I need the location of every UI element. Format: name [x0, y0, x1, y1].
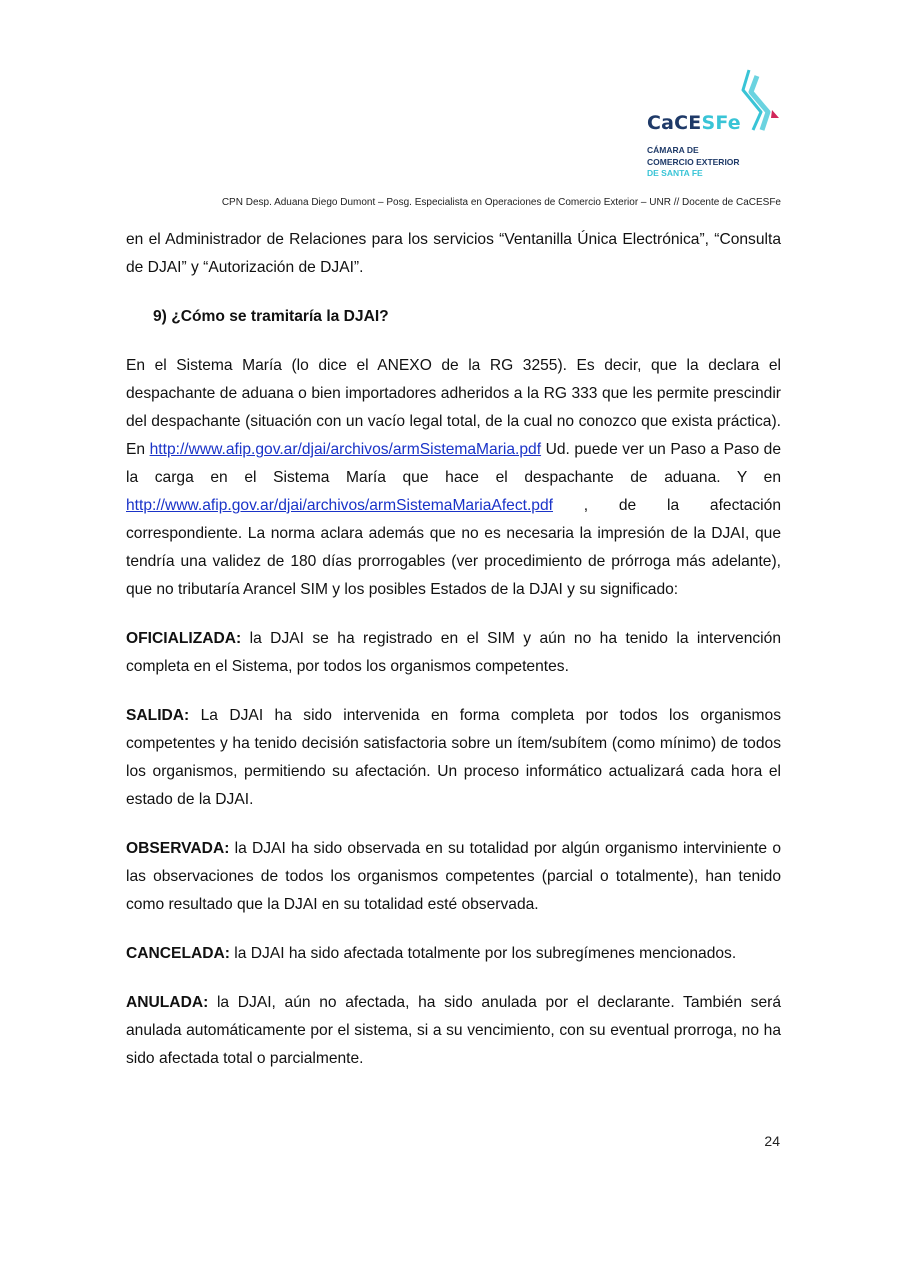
state-oficializada [126, 625, 781, 681]
state-description: la DJAI ha sido afectada totalmente por los subregímenes mencionados. [229, 945, 737, 962]
logo-subtitle [647, 145, 740, 180]
state-cancelada [126, 940, 781, 968]
page-number: 24 [764, 1133, 780, 1149]
logo-name-part2: SFe [701, 112, 741, 134]
chevron-logo-icon [741, 68, 781, 134]
sistema-maria-paragraph [126, 352, 781, 604]
cacesfe-logo [645, 68, 785, 188]
logo-name-part1: CaCE [647, 112, 702, 134]
state-description: la DJAI se ha registrado en el SIM y aún no ha tenido la intervención completa en el Sistema, por todos los organismos competentes. [126, 630, 781, 675]
state-term: ANULADA: [126, 994, 209, 1011]
state-anulada [126, 989, 781, 1073]
logo-sub-line1: CÁMARA DE [647, 145, 699, 155]
armsistemamariaafect-link[interactable]: http://www.afip.gov.ar/djai/archivos/armSistemaMariaAfect.pdf [126, 497, 553, 514]
state-observada [126, 835, 781, 919]
logo-sub-line3: DE SANTA FE [647, 168, 703, 178]
state-salida [126, 702, 781, 814]
paragraph-text-c: , de la afectación correspondiente. La norma aclara además que no es necesaria la impresión de la DJAI, que tendría una validez de 180 días prorrogables (ver procedimiento de prórroga más adelante), que no tributaría Arancel SIM y los posibles Estados de la DJAI y su significado: [126, 497, 781, 598]
state-term: CANCELADA: [126, 945, 230, 962]
state-description: la DJAI, aún no afectada, ha sido anulada por el declarante. También será anulada automáticamente por el sistema, si a su vencimiento, con su eventual prorroga, no ha sido afectada total o parcialmente. [126, 994, 781, 1067]
logo-sub-line2: COMERCIO EXTERIOR [647, 156, 740, 167]
state-term: SALIDA: [126, 707, 190, 724]
paragraph-text-a: En el Sistema María (lo dice el ANEXO de la RG 3255). Es decir, que la declara el despachante de aduana o bien importadores adheridos a la RG 333 que les permite prescindir del despachante (situación con un vacío legal total, de la cual no conozco que exista práctica). En [126, 357, 781, 458]
logo-wordmark [647, 112, 741, 134]
state-description: la DJAI ha sido observada en su totalidad por algún organismo interviniente o las observaciones de todos los organismos competentes (parcial o totalmente), han tenido como resultado que la DJAI en su totalidad esté observada. [126, 840, 781, 913]
header-author-line: CPN Desp. Aduana Diego Dumont – Posg. Especialista en Operaciones de Comercio Exterior – UNR // Docente de CaCESFe [221, 197, 781, 208]
state-description: La DJAI ha sido intervenida en forma completa por todos los organismos competentes y ha tenido decisión satisfactoria sobre un ítem/subítem (como mínimo) de todos los organismos, permitiendo su afectación. Un proceso informático actualizará cada hora el estado de la DJAI. [126, 707, 781, 808]
state-term: OFICIALIZADA: [126, 630, 242, 647]
state-term: OBSERVADA: [126, 840, 230, 857]
paragraph-text-b: Ud. puede ver un Paso a Paso de la carga en el Sistema María que hace el despachante de aduana. Y en [126, 441, 782, 486]
armsistemamaria-link[interactable]: http://www.afip.gov.ar/djai/archivos/armSistemaMaria.pdf [149, 441, 542, 458]
document-body [126, 226, 781, 1094]
section-heading: 9) ¿Cómo se tramitaría la DJAI? [153, 308, 389, 325]
intro-paragraph: en el Administrador de Relaciones para los servicios “Ventanilla Única Electrónica”, “Consulta de DJAI” y “Autorización de DJAI”. [126, 231, 781, 276]
